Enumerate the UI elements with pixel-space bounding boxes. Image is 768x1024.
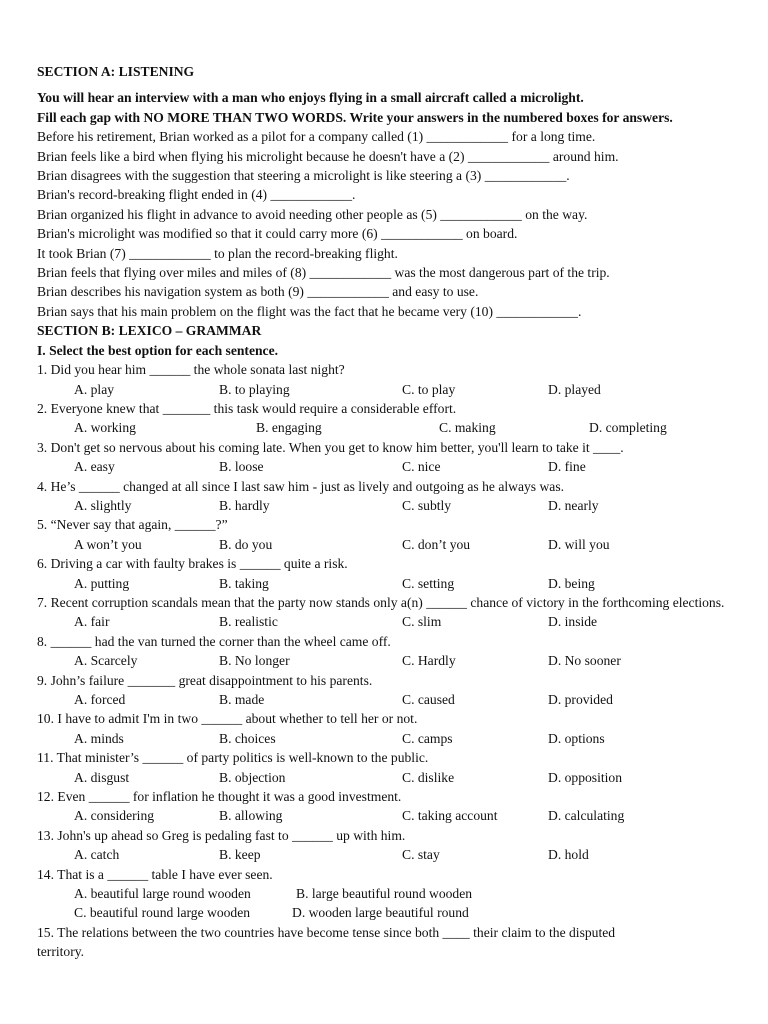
option: C. setting xyxy=(402,575,455,591)
question-text: 6. Driving a car with faulty brakes is ______ quite a risk. xyxy=(37,556,348,572)
listening-item: Brian disagrees with the suggestion that steering a microlight is like steering a (3) ____________. xyxy=(37,168,570,184)
section-a-instruction-1: You will hear an interview with a man who enjoys flying in a small aircraft called a microlight. xyxy=(37,90,584,106)
listening-item: Brian describes his navigation system as both (9) ____________ and easy to use. xyxy=(37,284,479,300)
option: C. caused xyxy=(402,692,455,707)
option: B. large beautiful round wooden xyxy=(296,886,473,902)
section-a-instruction-2: Fill each gap with NO MORE THAN TWO WORDS. Write your answers in the numbered boxes for answers. xyxy=(37,109,673,125)
listening-item: Before his retirement, Brian worked as a pilot for a company called (1) ____________ for a long time. xyxy=(37,129,596,145)
option: D. No sooner xyxy=(548,653,621,669)
option: A. easy xyxy=(74,459,115,475)
option: C. camps xyxy=(402,730,453,746)
option: B. allowing xyxy=(219,808,283,824)
option: A. beautiful large round wooden xyxy=(74,886,251,902)
option: B. engaging xyxy=(256,420,322,436)
option: A. slightly xyxy=(74,497,132,513)
question-options xyxy=(37,574,740,593)
option: B. choices xyxy=(219,730,276,746)
option: B. No longer xyxy=(219,653,290,669)
option: B. loose xyxy=(219,459,264,475)
option: C. nice xyxy=(402,459,441,475)
option: D. options xyxy=(548,730,605,746)
question-text: 9. John’s failure _______ great disappointment to his parents. xyxy=(37,672,373,688)
question-options xyxy=(37,806,740,825)
question-text: 14. That is a ______ table I have ever seen. xyxy=(37,866,273,882)
question-options xyxy=(37,612,740,631)
option: B. realistic xyxy=(219,614,278,630)
question-text: 12. Even ______ for inflation he thought it was a good investment. xyxy=(37,789,402,805)
option: A. fair xyxy=(74,614,110,630)
question-options xyxy=(37,535,740,554)
option: D. being xyxy=(548,575,595,591)
option: D. completing xyxy=(589,420,667,436)
question-text: territory. xyxy=(37,944,85,960)
option: C. dislike xyxy=(402,769,455,785)
listening-item: Brian feels like a bird when flying his microlight because he doesn't have a (2) ____________ around him. xyxy=(37,148,619,164)
question-text: 2. Everyone knew that _______ this task would require a considerable effort. xyxy=(37,400,457,416)
listening-item: Brian says that his main problem on the flight was the fact that he became very (10) ____________. xyxy=(37,303,582,319)
option: C. subtly xyxy=(402,497,452,513)
option: D. opposition xyxy=(548,769,623,785)
option: D. provided xyxy=(548,692,613,707)
option: B. to playing xyxy=(219,381,290,397)
option: B. objection xyxy=(219,769,286,785)
question-options xyxy=(37,651,740,670)
question-options xyxy=(37,380,740,399)
listening-item: Brian feels that flying over miles and miles of (8) ____________ was the most dangerous part of the trip. xyxy=(37,265,610,281)
option: C. slim xyxy=(402,614,442,630)
option: C. taking account xyxy=(402,808,498,824)
option: D. calculating xyxy=(548,808,625,824)
question-options xyxy=(37,418,740,437)
question-text: 11. That minister’s ______ of party politics is well-known to the public. xyxy=(37,750,429,766)
option: B. keep xyxy=(219,847,261,863)
option: A. Scarcely xyxy=(74,653,138,669)
option: C. beautiful round large wooden xyxy=(74,905,251,921)
option: B. taking xyxy=(219,575,269,591)
option: D. played xyxy=(548,381,601,397)
option: A. putting xyxy=(74,575,130,591)
question-options xyxy=(37,496,740,515)
option: D. hold xyxy=(548,847,589,863)
option: A. minds xyxy=(74,730,124,746)
section-b-title: SECTION B: LEXICO – GRAMMAR xyxy=(37,323,262,339)
listening-item: Brian's record-breaking flight ended in (4) ____________. xyxy=(37,187,356,203)
option: B. do you xyxy=(219,536,273,552)
option: C. don’t you xyxy=(402,536,471,552)
listening-items xyxy=(37,127,740,321)
option: A won’t you xyxy=(74,536,142,552)
question-options xyxy=(37,884,740,903)
option: D. inside xyxy=(548,614,598,630)
question-text: 1. Did you hear him ______ the whole sonata last night? xyxy=(37,362,345,378)
question-options xyxy=(37,457,740,476)
listening-item: Brian organized his flight in advance to avoid needing other people as (5) ____________ on the way. xyxy=(37,206,588,222)
option: B. hardly xyxy=(219,497,270,513)
question-options xyxy=(37,903,740,922)
option: A. disgust xyxy=(74,769,130,785)
option: D. will you xyxy=(548,536,610,552)
option: D. wooden large beautiful round xyxy=(292,905,469,921)
question-text: 3. Don't get so nervous about his coming late. When you get to know him better, you'll learn to take it ____. xyxy=(37,439,624,455)
option: C. to play xyxy=(402,381,456,397)
question-text: 13. John's up ahead so Greg is pedaling fast to ______ up with him. xyxy=(37,827,406,843)
listening-item: It took Brian (7) ____________ to plan the record-breaking flight. xyxy=(37,245,398,261)
option: D. fine xyxy=(548,459,586,475)
option: A. forced xyxy=(74,692,126,707)
option: D. nearly xyxy=(548,497,599,513)
option: A. considering xyxy=(74,808,155,824)
listening-item: Brian's microlight was modified so that it could carry more (6) ____________ on board. xyxy=(37,226,518,242)
question-text: 7. Recent corruption scandals mean that the party now stands only a(n) ______ chance of victory in the forthcoming elections. xyxy=(37,594,725,610)
question-text: 10. I have to admit I'm in two ______ about whether to tell her or not. xyxy=(37,711,418,727)
option: C. making xyxy=(439,420,496,436)
section-a-title: SECTION A: LISTENING xyxy=(37,64,195,79)
option: A. play xyxy=(74,381,115,397)
question-text: 5. “Never say that again, ______?” xyxy=(37,517,228,533)
question-text: 8. ______ had the van turned the corner than the wheel came off. xyxy=(37,633,391,649)
part-title: I. Select the best option for each sentence. xyxy=(37,342,278,358)
option: C. Hardly xyxy=(402,653,456,669)
question-text: 4. He’s ______ changed at all since I last saw him - just as lively and outgoing as he always was. xyxy=(37,478,565,494)
question-options xyxy=(37,729,740,748)
option: A. catch xyxy=(74,847,120,863)
option: C. stay xyxy=(402,847,440,863)
question-text: 15. The relations between the two countries have become tense since both ____ their claim to the disputed xyxy=(37,924,616,940)
question-options xyxy=(37,690,740,709)
option: A. working xyxy=(74,420,136,436)
option: B. made xyxy=(219,692,265,707)
question-options xyxy=(37,845,740,864)
question-options xyxy=(37,768,740,787)
